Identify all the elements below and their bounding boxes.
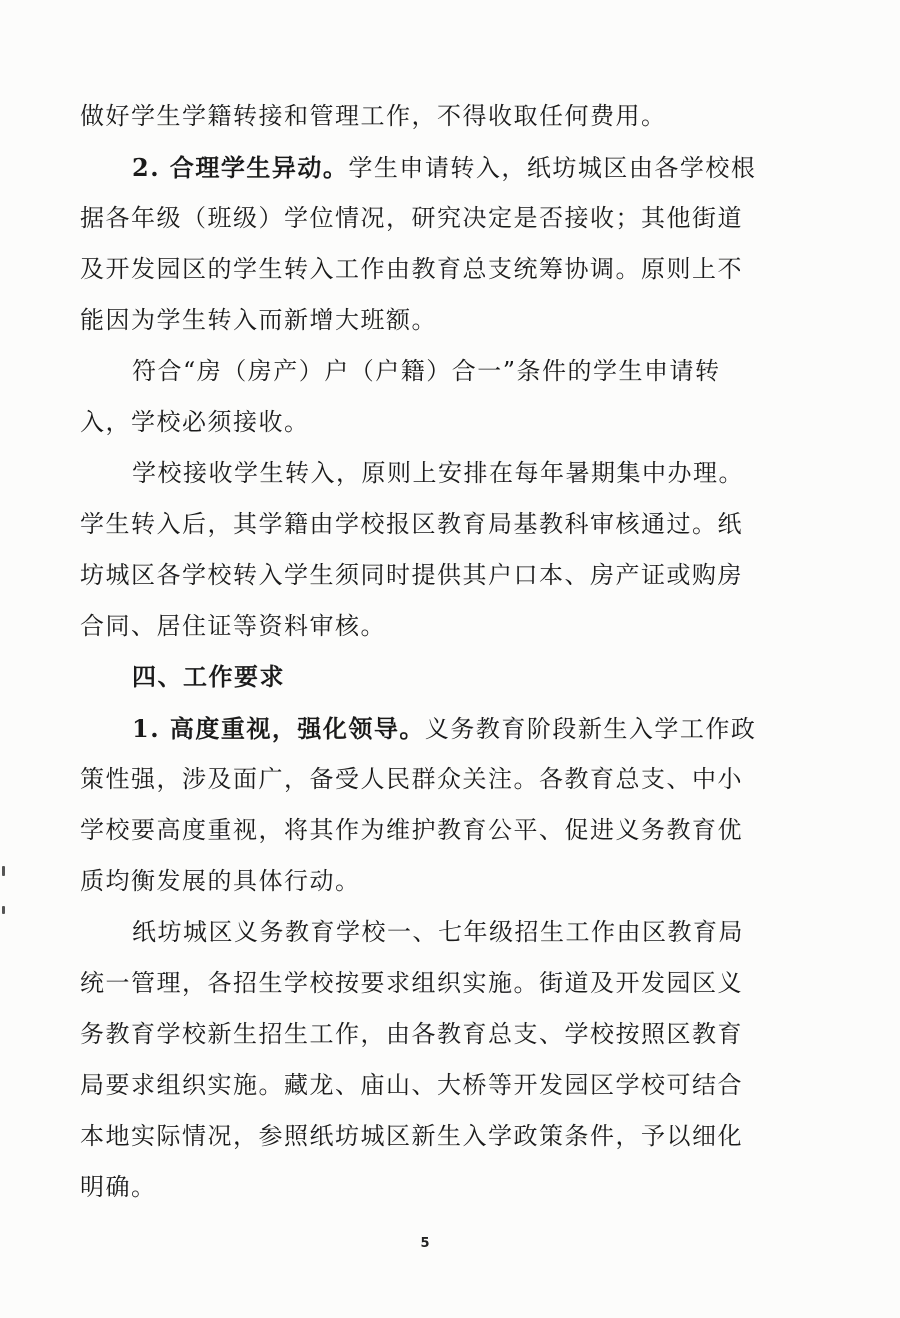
text-line: 合同、居住证等资料审核。 [80, 612, 386, 640]
text-line: 2. 合理学生异动。学生申请转入，纸坊城区由各学校根 [132, 153, 757, 182]
text-line: 质均衡发展的具体行动。 [80, 867, 361, 895]
text-line: 明确。 [80, 1173, 157, 1201]
text-line: 做好学生学籍转接和管理工作，不得收取任何费用。 [80, 102, 667, 130]
text-line: 局要求组织实施。藏龙、庙山、大桥等开发园区学校可结合 [80, 1071, 743, 1099]
page-number: 5 [420, 1236, 430, 1251]
text-line: 1. 高度重视，强化领导。义务教育阶段新生入学工作政 [132, 714, 757, 743]
section-heading: 四、工作要求 [132, 663, 285, 691]
text-line: 纸坊城区义务教育学校一、七年级招生工作由区教育局 [132, 918, 744, 946]
text-line: 坊城区各学校转入学生须同时提供其户口本、房产证或购房 [80, 561, 743, 589]
text-line: 本地实际情况，参照纸坊城区新生入学政策条件，予以细化 [80, 1122, 743, 1150]
text-line: 学生转入后，其学籍由学校报区教育局基教科审核通过。纸 [80, 510, 743, 538]
text-line: 策性强，涉及面广，备受人民群众关注。各教育总支、中小 [80, 765, 743, 793]
text-line: 能因为学生转入而新增大班额。 [80, 306, 437, 334]
subsection-title: 1. 高度重视，强化领导。 [132, 714, 425, 743]
text-line: 务教育学校新生招生工作，由各教育总支、学校按照区教育 [80, 1020, 743, 1048]
scan-edge-mark [2, 866, 5, 876]
text-line: 学校接收学生转入，原则上安排在每年暑期集中办理。 [132, 459, 744, 487]
text-line: 入，学校必须接收。 [80, 408, 310, 436]
subsection-title: 2. 合理学生异动。 [132, 153, 349, 182]
scan-edge-mark [2, 906, 5, 914]
text-line: 统一管理，各招生学校按要求组织实施。街道及开发园区义 [80, 969, 743, 997]
text-line: 及开发园区的学生转入工作由教育总支统筹协调。原则上不 [80, 255, 743, 283]
document-body [80, 91, 780, 1213]
text-line: 据各年级（班级）学位情况，研究决定是否接收；其他街道 [80, 204, 743, 232]
text-line: 学校要高度重视，将其作为维护教育公平、促进义务教育优 [80, 816, 743, 844]
text-line: 符合“房（房产）户（户籍）合一”条件的学生申请转 [132, 357, 721, 385]
